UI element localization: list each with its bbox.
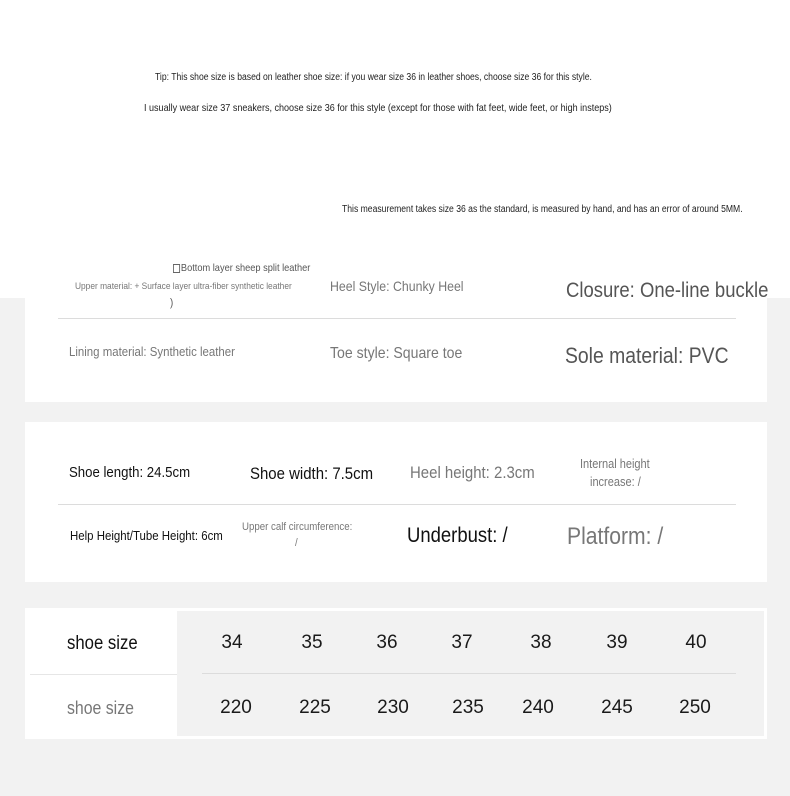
length-value: 220 (220, 697, 252, 718)
length-value: 235 (452, 697, 484, 718)
length-value: 250 (679, 697, 711, 718)
lining-material: Lining material: Synthetic leather (69, 344, 235, 359)
toe-style: Toe style: Square toe (330, 345, 463, 362)
size-row-divider (202, 673, 736, 674)
size-value: 38 (530, 632, 552, 653)
shoe-width: Shoe width: 7.5cm (250, 464, 374, 483)
length-value: 245 (601, 697, 633, 718)
heel-style: Heel Style: Chunky Heel (330, 278, 464, 294)
material-divider (58, 318, 736, 319)
upper-material-close: ) (170, 297, 174, 309)
length-row-label: shoe size (67, 698, 134, 718)
material-card (25, 237, 767, 402)
size-value: 40 (685, 632, 707, 653)
length-value: 240 (522, 697, 554, 718)
heel-height: Heel height: 2.3cm (410, 463, 535, 482)
upper-material-top: Bottom layer sheep split leather (173, 262, 310, 274)
size-value: 35 (301, 632, 323, 653)
tip-line-2: I usually wear size 37 sneakers, choose size 36 for this style (except for those with fat feet, wide feet, or high insteps) (144, 102, 612, 114)
size-row-label: shoe size (67, 633, 138, 654)
dimension-divider (58, 504, 736, 505)
help-height: Help Height/Tube Height: 6cm (70, 528, 223, 543)
sole-material: Sole material: PVC (565, 343, 729, 368)
calf-circumference-line-2: / (295, 537, 298, 549)
platform: Platform: / (567, 523, 664, 550)
dimension-card (25, 422, 767, 582)
checkbox-mark-icon (173, 264, 180, 273)
size-value: 36 (376, 632, 398, 653)
upper-material-main: Upper material: + Surface layer ultra-fiber synthetic leather (75, 281, 292, 292)
size-label-divider (30, 674, 177, 675)
tip-line-1: Tip: This shoe size is based on leather shoe size: if you wear size 36 in leather shoes, choose size 36 for this style. (155, 72, 592, 83)
closure: Closure: One-line buckle (566, 279, 769, 302)
size-value: 34 (221, 632, 243, 653)
internal-height-line-1: Internal height (580, 457, 650, 471)
length-value: 230 (377, 697, 409, 718)
size-value: 37 (451, 632, 473, 653)
internal-height-line-2: increase: / (590, 475, 641, 489)
measurement-note: This measurement takes size 36 as the standard, is measured by hand, and has an error of around 5MM. (342, 204, 743, 215)
underbust: Underbust: / (407, 524, 508, 547)
size-value: 39 (606, 632, 628, 653)
calf-circumference-line-1: Upper calf circumference: (242, 521, 353, 533)
shoe-length: Shoe length: 24.5cm (69, 464, 191, 481)
length-value: 225 (299, 697, 331, 718)
